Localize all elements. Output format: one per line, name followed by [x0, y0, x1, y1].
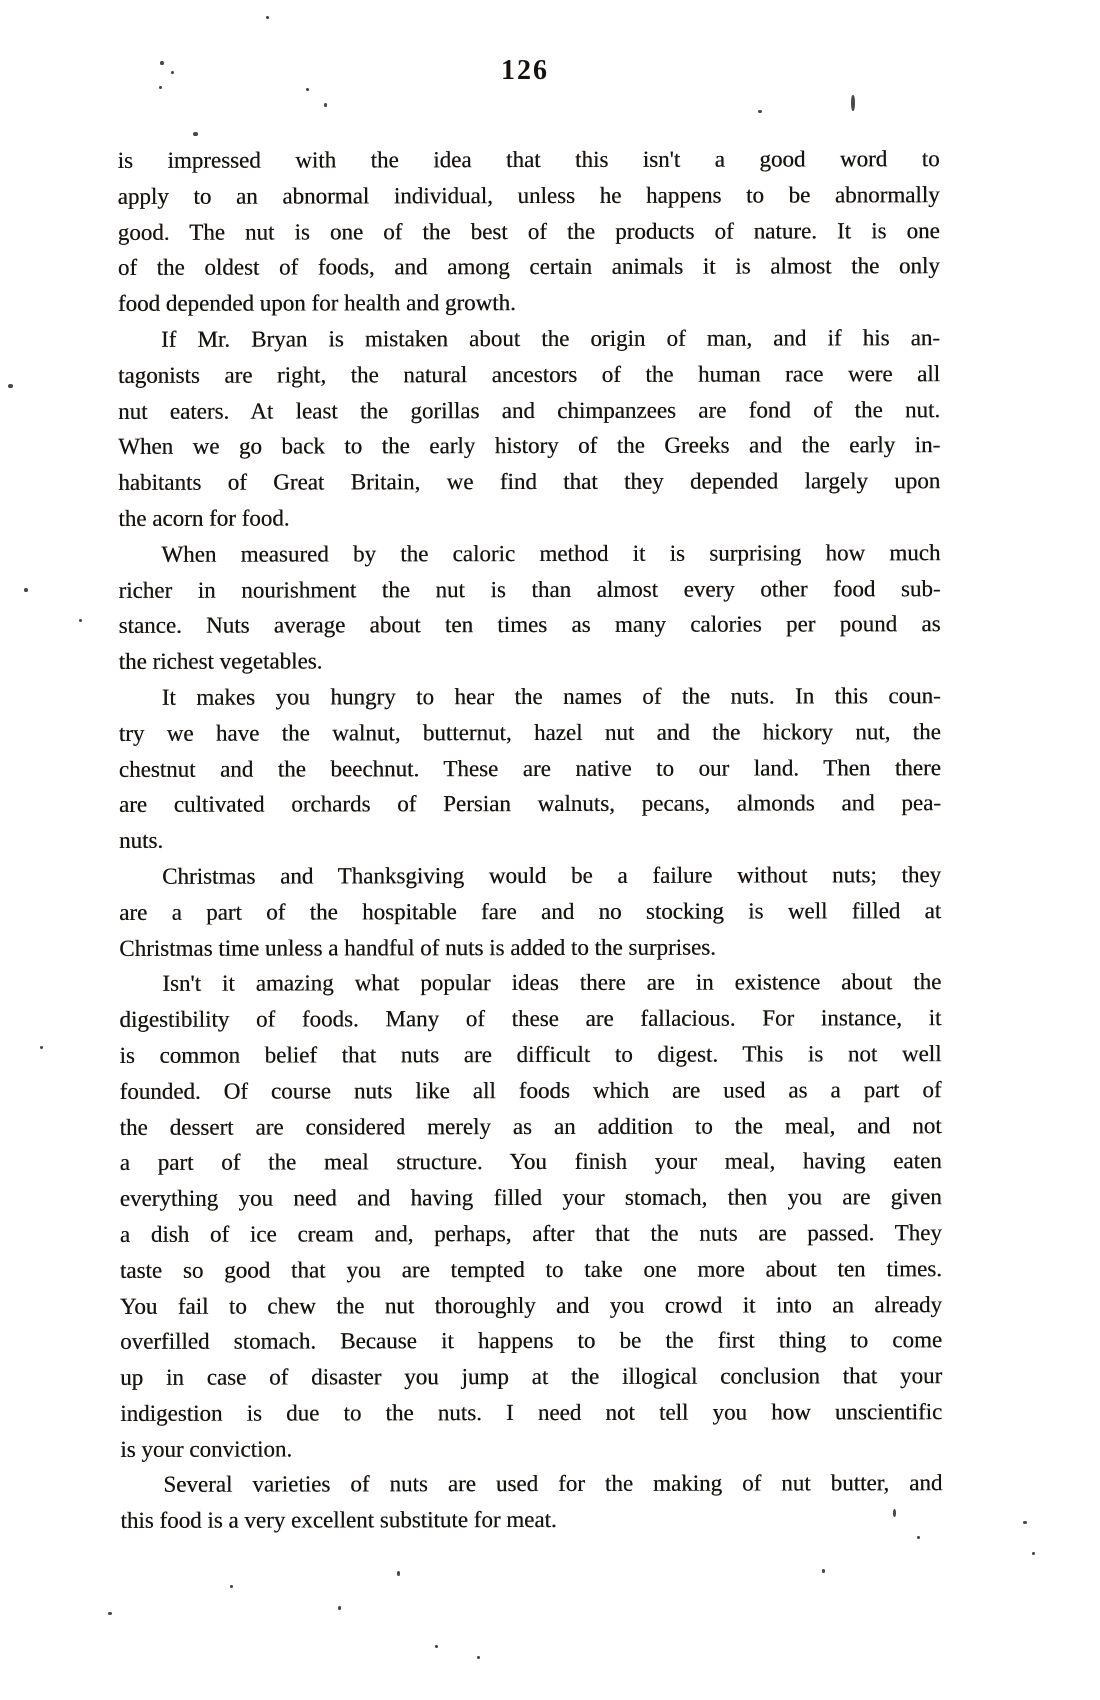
scan-speck: [397, 1571, 400, 1576]
text-line: the dessert are considered merely as an addition to the meal, and not: [119, 1112, 942, 1140]
text-line: nuts.: [118, 827, 164, 854]
text-line: richer in nourishment the nut is than almost every other food sub-: [118, 575, 941, 603]
text-line: is your conviction.: [120, 1436, 293, 1462]
text-line: Isn't it amazing what popular ideas there are in existence about the: [162, 969, 942, 997]
scan-speck: [79, 619, 82, 622]
scan-speck: [266, 16, 269, 19]
text-line: try we have the walnut, butternut, hazel nut and the hickory nut, the: [118, 718, 941, 746]
text-line: indigestion is due to the nuts. I need not tell you how unscientific: [120, 1399, 943, 1426]
paragraph: [119, 678, 941, 859]
paragraph: [118, 535, 940, 680]
text-line: If Mr. Bryan is mistaken about the origin of man, and if his an-: [160, 325, 940, 352]
scan-speck: [477, 1656, 480, 1659]
text-line: taste so good that you are tempted to take one more about ten times.: [119, 1255, 942, 1283]
paragraph: [118, 320, 940, 537]
paragraph: [120, 1466, 942, 1539]
scan-speck: [40, 1046, 43, 1049]
text-line: a dish of ice cream and, perhaps, after that the nuts are passed. They: [119, 1220, 942, 1247]
text-line: Christmas and Thanksgiving would be a failure without nuts; they: [162, 862, 942, 889]
text-line: a part of the meal structure. You finish your meal, having eaten: [119, 1148, 942, 1176]
text-line: the acorn for food.: [118, 505, 290, 531]
scan-speck: [324, 103, 327, 107]
text-line: nut eaters. At least the gorillas and chimpanzees are fond of the nut.: [118, 396, 941, 424]
scan-speck: [851, 95, 855, 111]
text-line: tagonists are right, the natural ancestors of the human race were all: [117, 360, 941, 388]
text-line: When we go back to the early history of the Greeks and the early in-: [118, 432, 941, 460]
scan-speck: [822, 1569, 825, 1573]
text-line: this food is a very excellent substitute for meat.: [120, 1507, 557, 1534]
text-line: When measured by the caloric method it is surprising how much: [161, 539, 941, 567]
text-line: is impressed with the idea that this isn't a good word to: [117, 146, 940, 173]
scan-speck: [8, 384, 13, 388]
scan-speck: [230, 1585, 233, 1588]
text-line: apply to an abnormal individual, unless he happens to be abnormally: [117, 181, 940, 209]
text-line: food depended upon for health and growth.: [117, 290, 516, 317]
text-line: are a part of the hospitable fare and no stocking is well filled at: [119, 897, 942, 925]
text-line: stance. Nuts average about ten times as many calories per pound as: [118, 611, 941, 639]
text-line: You fail to chew the nut thoroughly and you crowd it into an already: [119, 1291, 942, 1319]
text-line: founded. Of course nuts like all foods which are used as a part of: [119, 1076, 942, 1104]
scan-speck: [193, 132, 198, 136]
scan-speck: [1032, 1552, 1035, 1555]
scan-speck: [435, 1645, 438, 1648]
page-text: [118, 141, 943, 1539]
scan-speck: [758, 110, 762, 113]
text-line: good. The nut is one of the best of the products of nature. It is one: [117, 217, 940, 245]
text-line: is common belief that nuts are difficult to digest. This is not well: [119, 1041, 942, 1068]
text-line: everything you need and having filled your stomach, then you are given: [119, 1184, 942, 1211]
text-line: Several varieties of nuts are used for the making of nut butter, and: [163, 1470, 943, 1498]
text-line: habitants of Great Britain, we find that they depended largely upon: [118, 468, 941, 496]
text-line: Christmas time unless a handful of nuts is added to the surprises.: [119, 934, 716, 961]
text-line: of the oldest of foods, and among certain animals it is almost the only: [117, 253, 940, 281]
text-line: It makes you hungry to hear the names of the nuts. In this coun-: [161, 683, 941, 710]
paragraph: [119, 964, 942, 1467]
page-number: 126: [501, 55, 549, 86]
paragraph: [118, 141, 940, 322]
scan-speck: [338, 1606, 341, 1610]
scan-speck: [1023, 1521, 1027, 1524]
scan-speck: [306, 88, 309, 91]
scan-speck: [108, 1612, 112, 1615]
text-line: are cultivated orchards of Persian walnuts, pecans, almonds and pea-: [118, 790, 941, 818]
scan-speck: [24, 588, 28, 592]
text-line: chestnut and the beechnut. These are native to our land. Then there: [118, 754, 941, 782]
text-line: digestibility of foods. Many of these are fallacious. For instance, it: [119, 1005, 942, 1032]
text-line: the richest vegetables.: [118, 648, 323, 675]
paragraph: [119, 857, 941, 966]
text-line: up in case of disaster you jump at the illogical conclusion that your: [120, 1363, 943, 1390]
text-line: overfilled stomach. Because it happens to be the first thing to come: [120, 1327, 943, 1355]
